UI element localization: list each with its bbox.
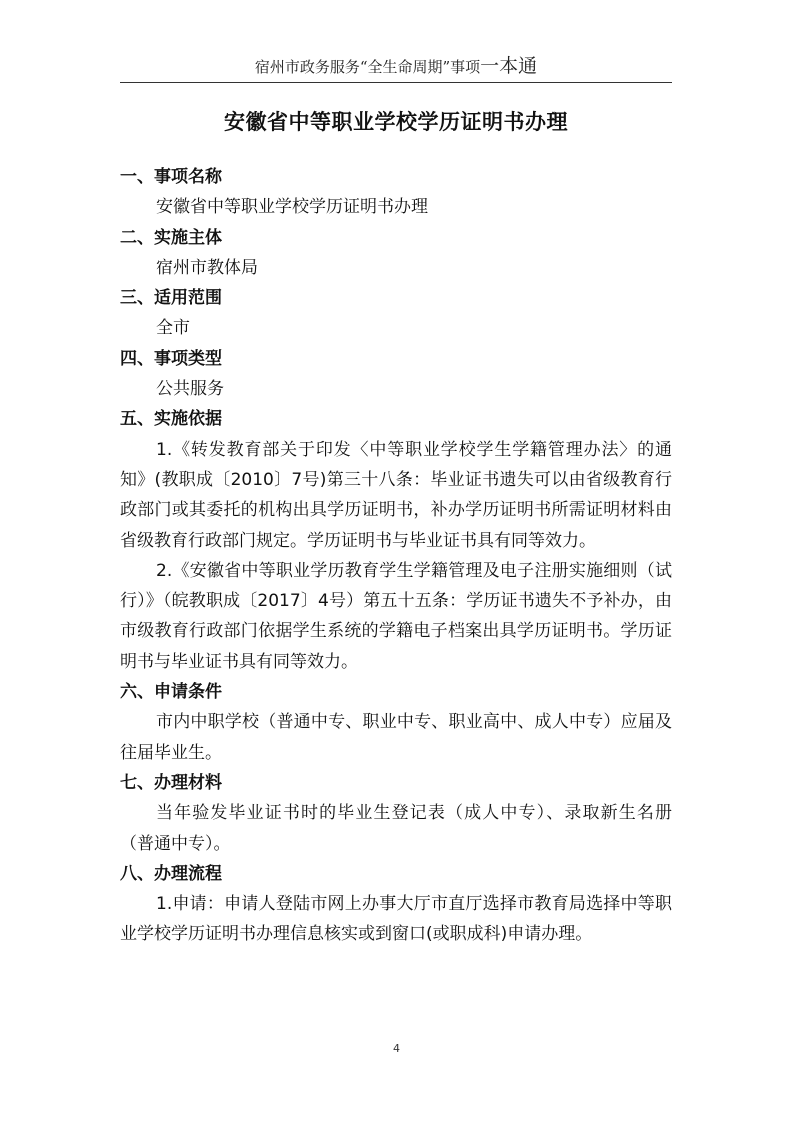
section-heading: 五、实施依据 — [120, 409, 222, 430]
section-heading: 六、申请条件 — [120, 682, 222, 703]
section-paragraph: 1.申请：申请人登陆市网上办事大厅市直厅选择市教育局选择中等职业学校学历证明书办理信息核实或到窗口(或职成科)申请办理。 — [120, 894, 672, 945]
running-header-emphasis: 一本通 — [480, 55, 538, 77]
section-paragraph: 2.《安徽省中等职业学历教育学生学籍管理及电子注册实施细则（试行）》（皖教职成〔2017〕4号）第五十五条：学历证书遗失不予补办，由市级教育行政部门依据学生系统的学籍电子档案出具学历证明书。学历证明书与毕业证书具有同等效力。 — [120, 560, 672, 672]
section-heading: 二、实施主体 — [120, 227, 222, 248]
section-paragraph: 安徽省中等职业学校学历证明书办理 — [156, 197, 428, 218]
section-paragraph: 宿州市教体局 — [156, 257, 258, 278]
section-paragraph: 公共服务 — [156, 379, 224, 400]
section-paragraph: 市内中职学校（普通中专、职业中专、职业高中、成人中专）应届及往届毕业生。 — [120, 712, 672, 763]
section-heading: 四、事项类型 — [120, 348, 222, 369]
section-heading: 七、办理材料 — [120, 772, 222, 793]
header-rule — [120, 82, 672, 83]
document-body — [120, 162, 672, 950]
section-heading: 三、适用范围 — [120, 288, 222, 309]
section-paragraph: 当年验发毕业证书时的毕业生登记表（成人中专）、录取新生名册（普通中专）。 — [120, 803, 672, 854]
running-header — [120, 56, 672, 77]
section-heading: 八、办理流程 — [120, 863, 222, 884]
section-paragraph: 全市 — [156, 318, 190, 339]
document-title: 安徽省中等职业学校学历证明书办理 — [224, 110, 568, 134]
running-header-text: 宿州市政务服务“全生命周期”事项 — [254, 58, 481, 76]
page-number: 4 — [393, 1042, 400, 1055]
section-paragraph: 1.《转发教育部关于印发〈中等职业学校学生学籍管理办法〉的通知》(教职成〔2010〕7号)第三十八条：毕业证书遗失可以由省级教育行政部门或其委托的机构出具学历证明书，补办学历证明书所需证明材料由省级教育行政部门规定。学历证明书与毕业证书具有同等效力。 — [120, 439, 672, 551]
section-heading: 一、事项名称 — [120, 167, 222, 187]
